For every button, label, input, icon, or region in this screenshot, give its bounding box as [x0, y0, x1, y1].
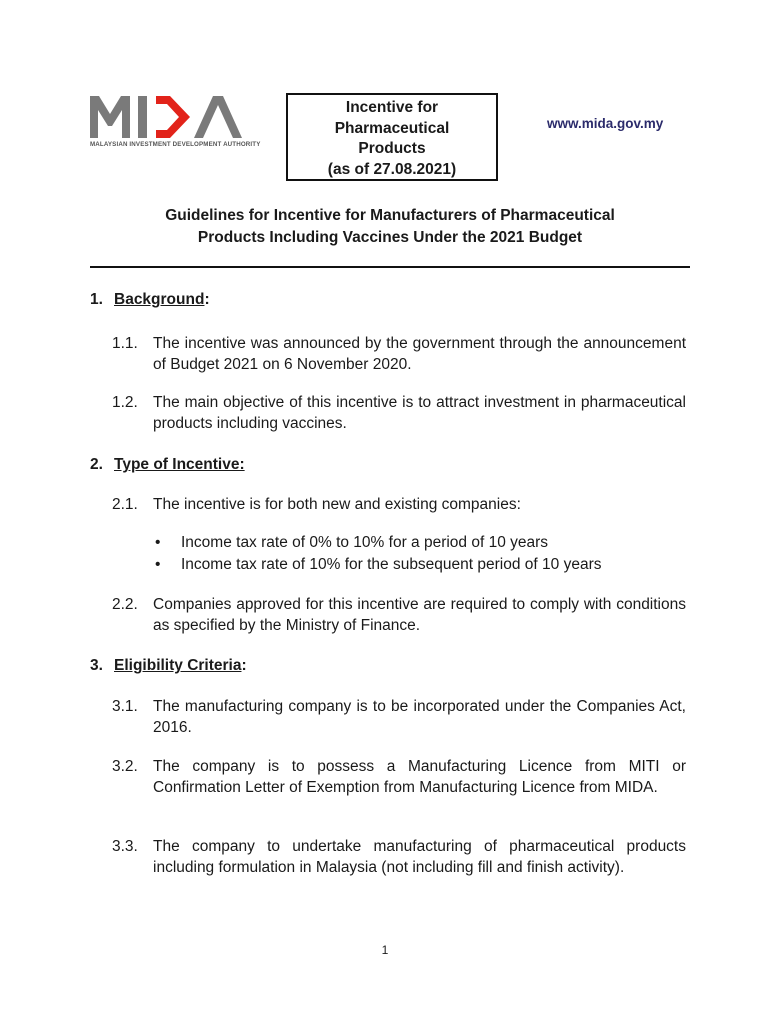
page-number: 1 — [381, 943, 389, 957]
title-line: Incentive for — [345, 99, 439, 116]
item-text: The main objective of this incentive is to attract investment in pharmaceutical products including vaccines. — [153, 394, 686, 432]
heading-line: Guidelines for Incentive for Manufacturers of Pharmaceutical — [165, 207, 615, 224]
item-number: 2.1. — [112, 496, 138, 513]
bullet-text: Income tax rate of 0% to 10% for a period of 10 years — [181, 534, 549, 551]
section-title: Type of Incentive: — [114, 456, 245, 473]
website-link[interactable]: www.mida.gov.my — [547, 116, 664, 131]
section-title: Eligibility Criteria — [114, 657, 242, 674]
title-box — [286, 93, 498, 181]
section-number: 1. — [90, 291, 103, 308]
title-line: Products — [358, 140, 426, 157]
paragraph-item — [112, 696, 686, 738]
section-heading — [90, 291, 210, 309]
heading-line: Products Including Vaccines Under the 2021 Budget — [197, 229, 583, 246]
bullet-text: Income tax rate of 10% for the subsequent period of 10 years — [181, 556, 602, 573]
item-number: 2.2. — [112, 596, 138, 613]
item-number: 3.2. — [112, 758, 138, 775]
section-title: Background — [114, 291, 205, 308]
item-number: 3.1. — [112, 698, 138, 715]
section-suffix: : — [241, 657, 247, 674]
bullet-icon: • — [155, 556, 161, 573]
title-line: Pharmaceutical — [334, 119, 450, 137]
paragraph-item — [112, 494, 686, 515]
divider — [90, 266, 690, 268]
list-item — [155, 532, 695, 554]
item-text: The manufacturing company is to be incorporated under the Companies Act, 2016. — [153, 698, 686, 736]
item-text: The company to undertake manufacturing of pharmaceutical products including formulation in Malaysia (not including fill and finish activity). — [153, 838, 686, 876]
logo-tagline: MALAYSIAN INVESTMENT DEVELOPMENT AUTHORITY — [90, 141, 261, 148]
mida-logo-mark — [90, 92, 250, 140]
section-heading — [90, 456, 245, 474]
section-number: 2. — [90, 456, 103, 473]
item-text: Companies approved for this incentive are required to comply with conditions as specified by the Ministry of Finance. — [153, 596, 686, 634]
item-number: 1.1. — [112, 335, 138, 352]
section-suffix: : — [204, 291, 210, 308]
mida-logo — [90, 92, 260, 154]
paragraph-item — [112, 392, 686, 434]
item-text: The incentive is for both new and existing companies: — [153, 496, 521, 513]
item-text: The incentive was announced by the government through the announcement of Budget 2021 on 6 November 2020. — [153, 335, 686, 373]
title-line: (as of 27.08.2021) — [327, 160, 457, 178]
paragraph-item — [112, 594, 686, 636]
bullet-icon: • — [155, 534, 161, 551]
paragraph-item — [112, 836, 686, 878]
bullet-list — [155, 532, 695, 576]
item-text: The company is to possess a Manufacturing Licence from MITI or Confirmation Letter of Exemption from Manufacturing Licence from MIDA. — [153, 758, 686, 796]
section-heading — [90, 657, 247, 675]
item-number: 3.3. — [112, 838, 138, 855]
document-heading — [90, 205, 690, 249]
item-number: 1.2. — [112, 394, 138, 411]
section-number: 3. — [90, 657, 103, 674]
paragraph-item — [112, 333, 686, 375]
list-item — [155, 554, 695, 576]
paragraph-item — [112, 756, 686, 798]
